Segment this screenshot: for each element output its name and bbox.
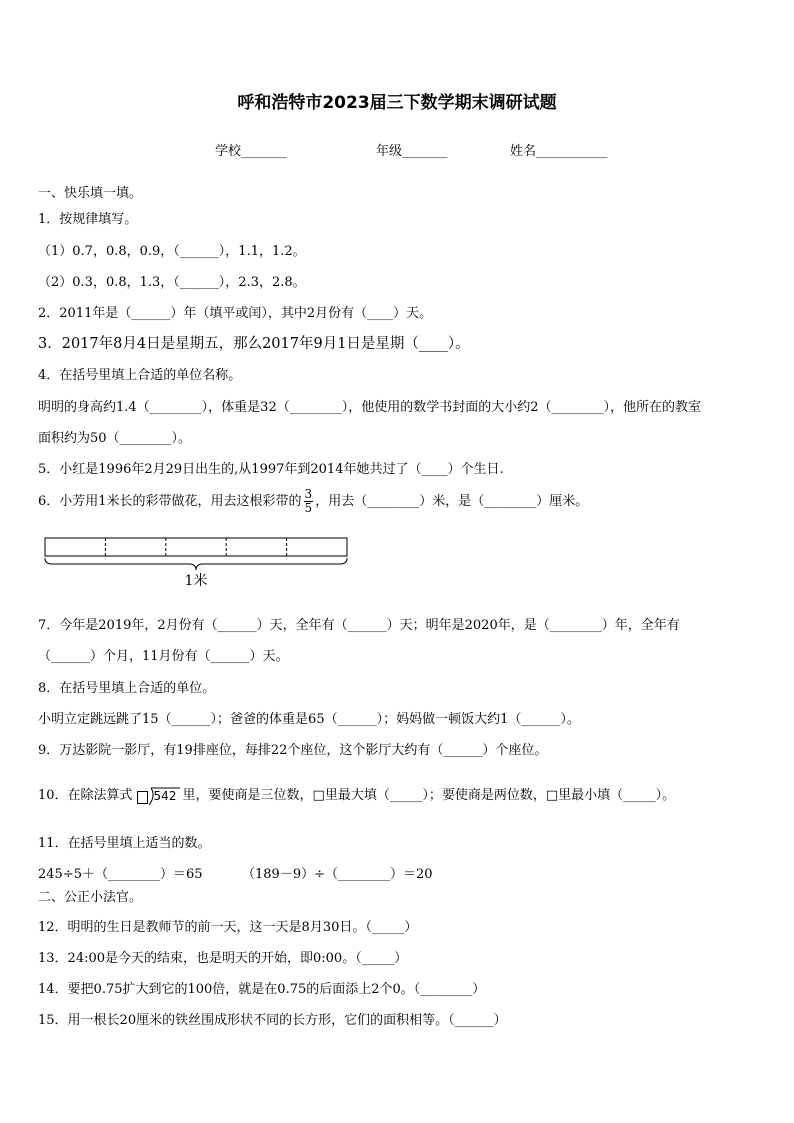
- name-field: 姓名___________: [510, 144, 608, 159]
- fraction: [304, 488, 314, 515]
- question-3: 3．2017年8月4日是星期五，那么2017年9月1日是星期（____）。: [38, 336, 470, 352]
- length-label: 1米: [184, 573, 208, 589]
- long-division-symbol: [135, 786, 181, 806]
- question-8: 8．在括号里填上合适的单位。: [38, 681, 216, 696]
- question-12: 12．明明的生日是教师节的前一天，这一天是8月30日。（_____）: [38, 920, 418, 935]
- question-13: 13．24:00是今天的结束，也是明天的开始，即0:00。（_____）: [38, 951, 408, 966]
- question-11: 11．在括号里填上适当的数。: [38, 836, 211, 851]
- question-11-equation-b: （189－9）÷（________）＝20: [242, 867, 433, 882]
- question-8-line: 小明立定跳远跳了15（______）；爸爸的体重是65（______）；妈妈做一顿饭大约1（______）。: [38, 712, 580, 727]
- question-4: 4．在括号里填上合适的单位名称。: [38, 368, 242, 383]
- section-2-heading: 二、公正小法官。: [38, 890, 143, 905]
- question-7-line-1: 7．今年是2019年，2月份有（______）天，全年有（______）天；明年是2020年，是（________）年，全年有: [38, 618, 680, 633]
- grade-field: 年级_______: [376, 144, 448, 159]
- question-1-part-1: （1）0.7，0.8，0.9，（______），1.1，1.2。: [38, 244, 306, 259]
- question-4-line-2: 面积约为50（________）。: [38, 431, 192, 446]
- question-15: 15．用一根长20厘米的铁丝围成形状不同的长方形，它们的面积相等。（______）: [38, 1013, 507, 1028]
- question-7-line-2: （______）个月，11月份有（______）天。: [38, 649, 289, 664]
- question-10-text-after: 里，要使商是三位数，□里最大填（_____）；要使商是两位数，□里最小填（_____）。: [182, 788, 676, 803]
- question-1: 1．按规律填写。: [38, 212, 138, 227]
- question-10: [38, 784, 675, 806]
- question-10-text-before: 10．在除法算式: [38, 788, 133, 803]
- question-4-line-1: 明明的身高约1.4（________），体重是32（________），他使用的数学书封面的大小约2（________），他所在的教室: [38, 400, 701, 415]
- school-field: 学校_______: [215, 144, 287, 159]
- length-brace: [45, 558, 347, 570]
- page-title: 呼和浩特市2023届三下数学期末调研试题: [237, 93, 557, 113]
- question-14: 14．要把0.75扩大到它的100倍，就是在0.75的后面添上2个0。（________）: [38, 982, 486, 997]
- question-6: [38, 488, 588, 515]
- question-5: 5．小红是1996年2月29日出生的,从1997年到2014年她共过了（____）个生日.: [38, 462, 504, 477]
- question-2: 2．2011年是（______）年（填平或闰），其中2月份有（____）天。: [38, 306, 433, 321]
- question-9: 9．万达影院一影厅，有19排座位，每排22个座位，这个影厅大约有（______）个座位。: [38, 743, 548, 758]
- question-1-part-2: （2）0.3，0.8，1.3，（______），2.3，2.8。: [38, 275, 306, 290]
- question-6-text-before: 6．小芳用1米长的彩带做花，用去这根彩带的: [38, 494, 302, 509]
- fraction-denominator: 5: [304, 501, 313, 515]
- question-6-text-after: ，用去（________）米，是（________）厘米。: [315, 494, 589, 509]
- question-11-equation-a: 245÷5＋（________）＝65: [38, 867, 203, 882]
- fraction-numerator: 3: [304, 487, 313, 501]
- ribbon-diagram: [42, 534, 352, 590]
- ribbon-bar: [45, 538, 347, 556]
- dividend: 542: [153, 788, 177, 803]
- section-1-heading: 一、快乐填一填。: [38, 186, 143, 201]
